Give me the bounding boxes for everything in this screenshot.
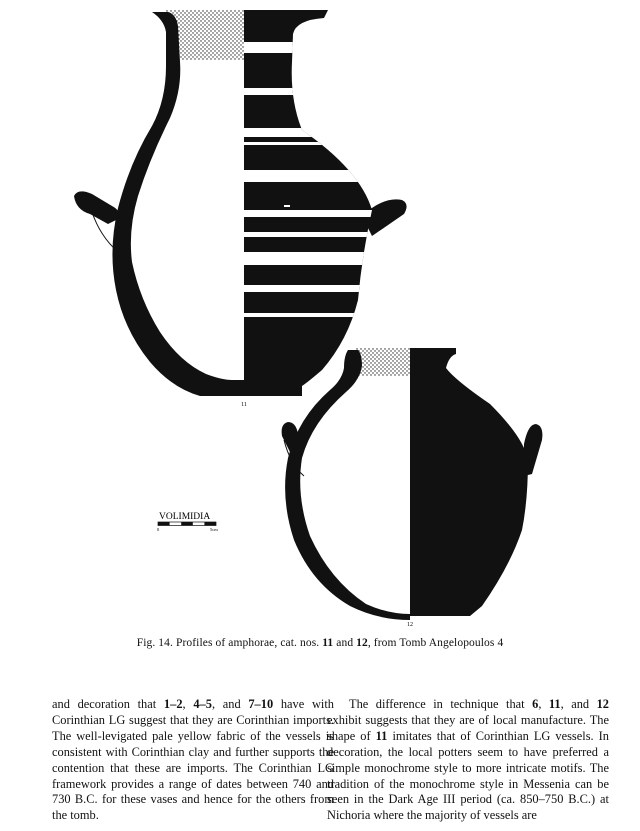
caption-num-12: 12	[356, 637, 368, 649]
catalogue-number: 11	[375, 728, 388, 743]
amphora-12-right-handle	[524, 424, 542, 476]
caption-num-11: 11	[322, 637, 334, 649]
text-run: have with Corinthian LG suggest that they are Corinthian imports. The well-levigated pale yellow fabric of the vessels is consistent with Corinthian clay and further supports the contention that these are imports. The Corinthian LG framework provides a range of dates between 740 and 730 B.C. for these vases and hence for the others from the tomb.	[52, 697, 334, 823]
amphora-11-wall-section	[112, 12, 244, 396]
text-run: , and	[211, 697, 249, 711]
text-run: ,	[538, 697, 549, 711]
vessel-label-12: 12	[407, 622, 413, 628]
catalogue-number: 6	[532, 697, 539, 711]
body-text-right-column	[327, 697, 609, 824]
text-run: , and	[560, 697, 597, 711]
amphora-11-exterior	[244, 10, 372, 396]
scale-bar-end: 5cm	[210, 527, 218, 532]
scale-bar	[157, 512, 218, 532]
text-run: ,	[182, 697, 194, 711]
text-run: and decoration that	[52, 697, 164, 711]
text-run: exhibit suggests that they are of local manufacture. The shape of	[327, 712, 609, 743]
text-run: imitates that of Corinthian LG vessels. In decoration, the local potters seem to have preferred a simple monochrome style to more intricate motifs. The tradition of the monochrome style in Messenia can be seen in the Dark Age III period (ca. 850–750 B.C.) at Nichoria where the majority of vessels are	[327, 728, 609, 823]
amphora-12-handle	[282, 422, 302, 456]
amphora-11-handle	[74, 191, 120, 224]
caption-prefix: Fig. 14. Profiles of amphorae, cat. nos.	[136, 637, 323, 649]
vessel-label-11: 11	[241, 402, 247, 408]
figure-caption	[0, 637, 640, 649]
scale-bar-start: 0	[157, 527, 160, 532]
catalogue-number: 7–10	[248, 697, 274, 711]
amphora-12-profile	[282, 348, 543, 628]
amphora-12-lip-section	[356, 348, 410, 376]
catalogue-number: 11	[548, 697, 561, 711]
amphora-12-wall-section	[285, 350, 410, 620]
catalogue-number: 12	[596, 697, 609, 711]
caption-suffix: , from Tomb Angelopoulos 4	[367, 637, 504, 649]
body-text-left-column	[52, 697, 334, 824]
catalogue-number: 4–5	[193, 697, 212, 711]
amphora-12-exterior	[410, 348, 528, 616]
scale-bar-title: VOLIMIDIA	[159, 512, 211, 522]
caption-and: and	[333, 637, 357, 649]
text-run: The difference in technique that	[349, 697, 533, 711]
catalogue-number: 1–2	[163, 697, 183, 711]
